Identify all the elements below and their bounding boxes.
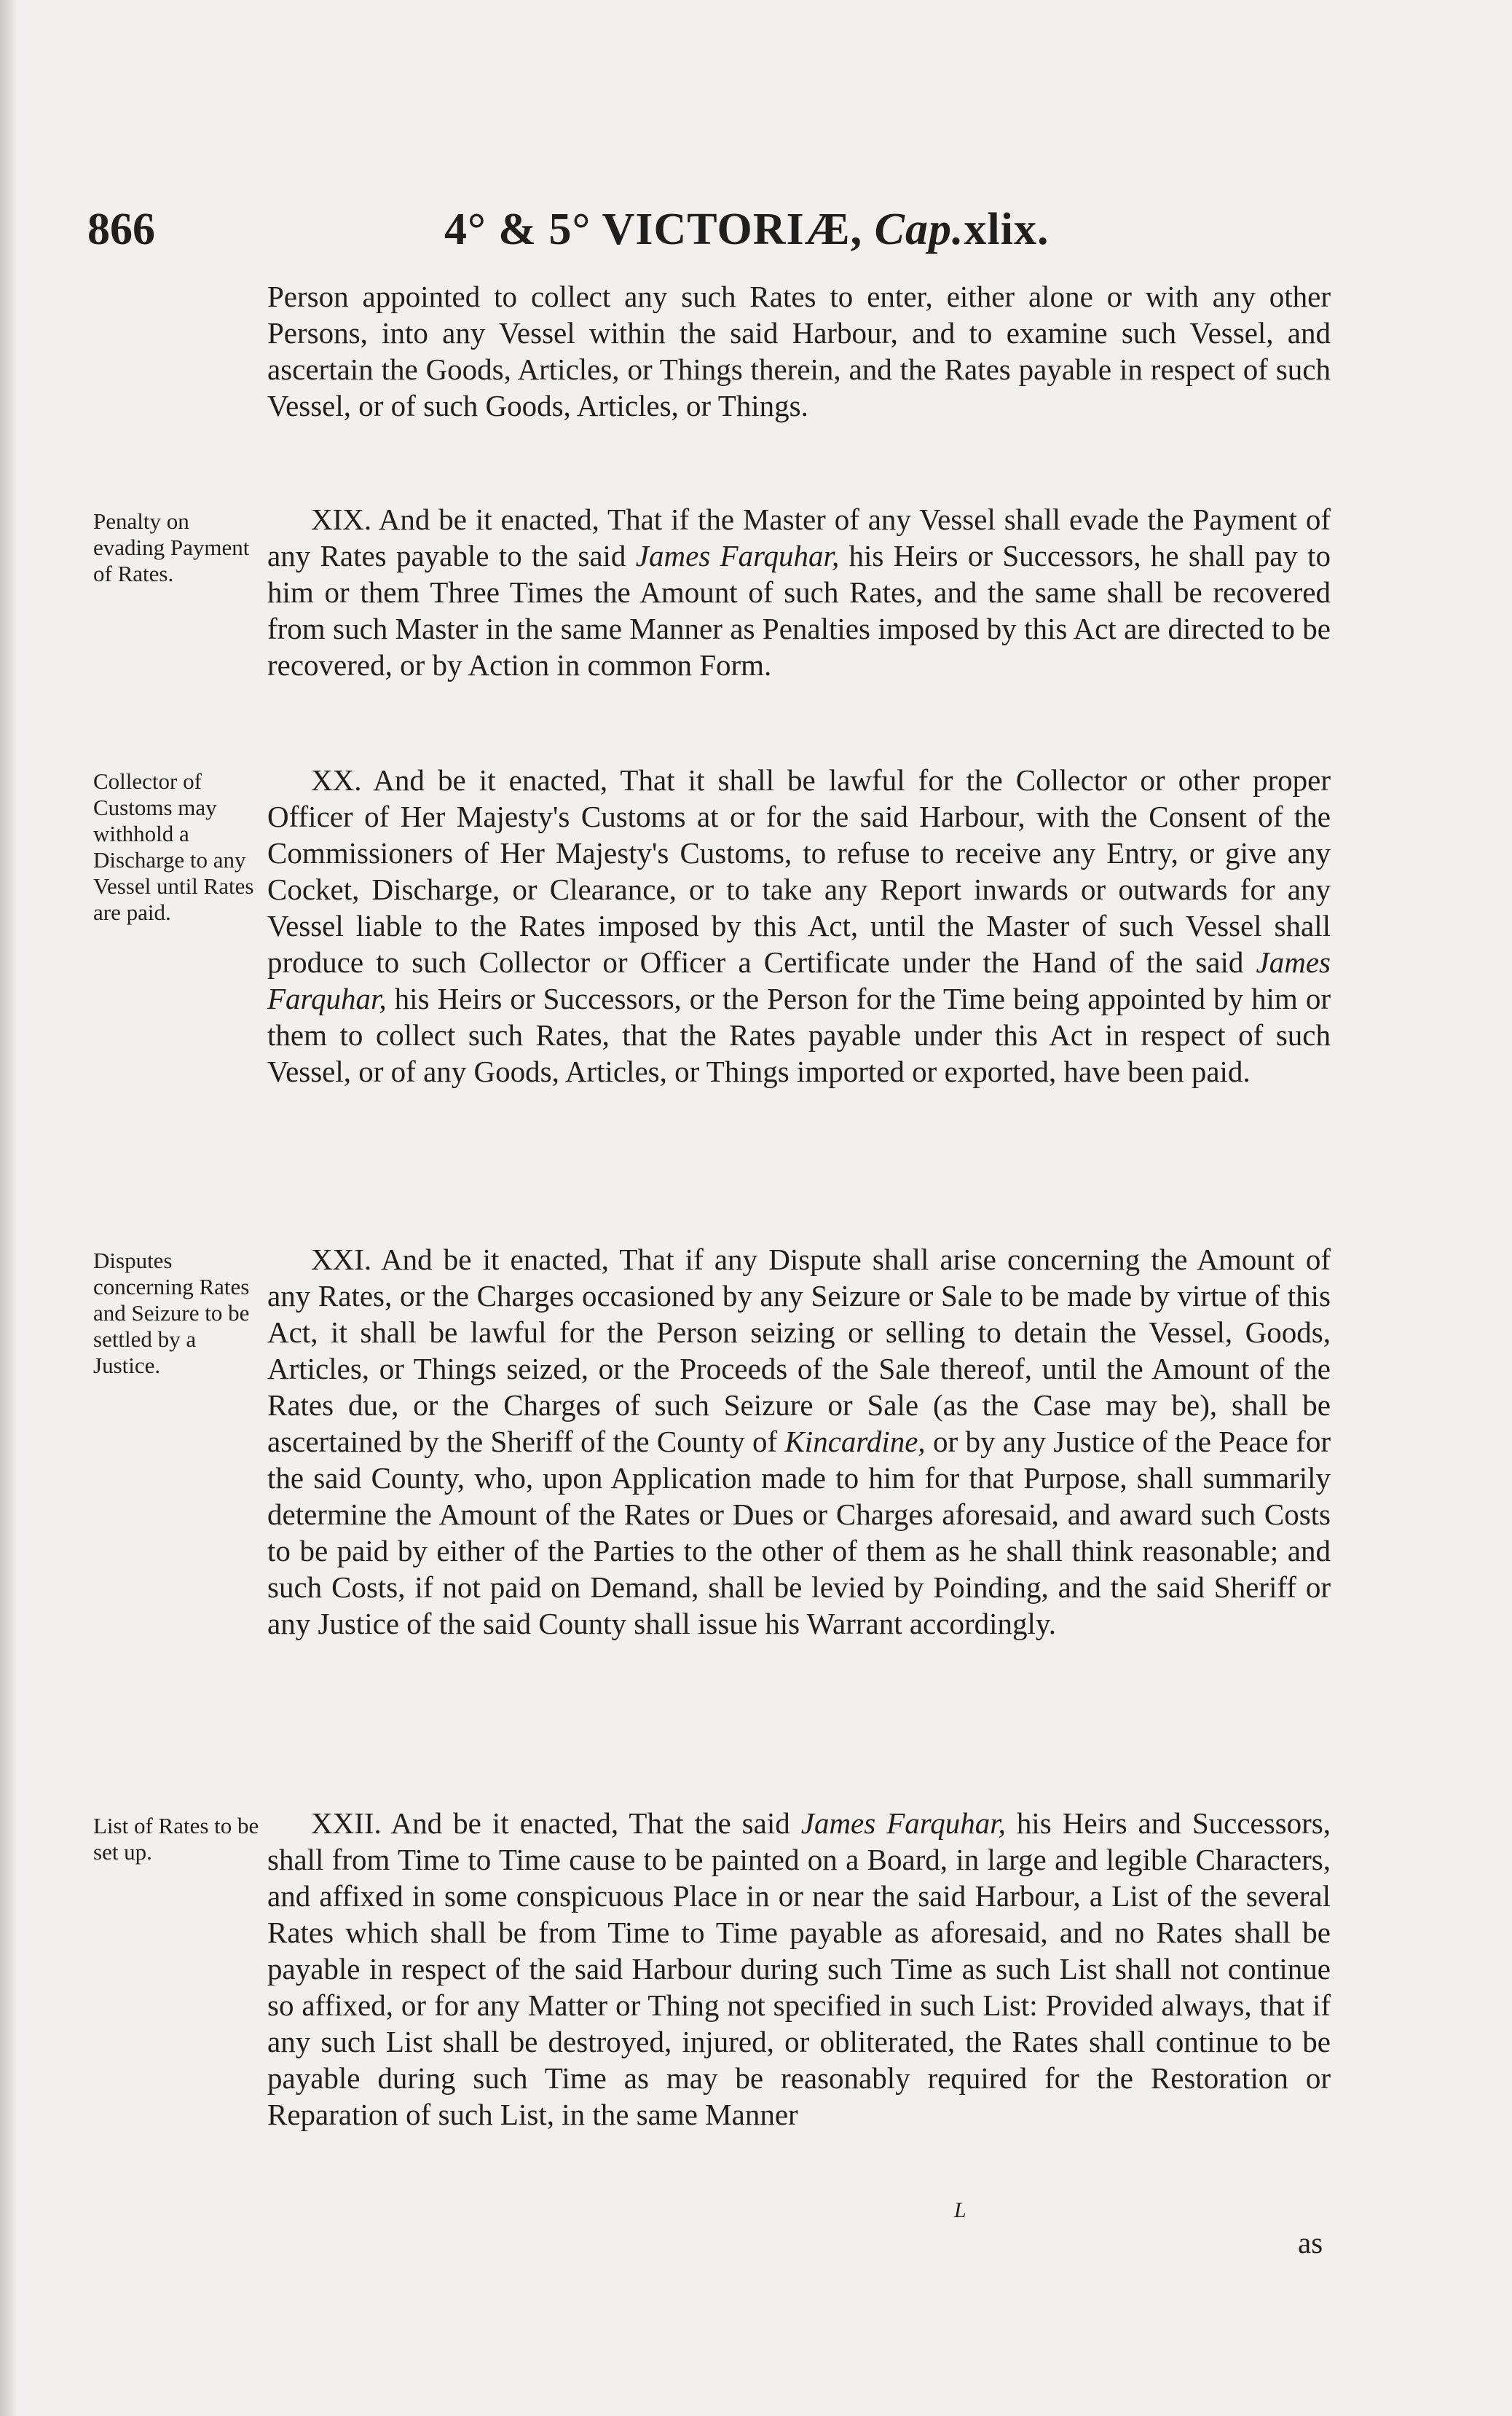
name-italic: James Farquhar,	[800, 1806, 1006, 1840]
margin-note-xx: Collector of Customs may withhold a Discharge to any Vessel until Rates are paid.	[93, 768, 254, 925]
running-title	[444, 204, 1049, 256]
name-italic: James Farquhar,	[267, 945, 1331, 1015]
page-binding-edge	[0, 0, 16, 2416]
margin-note-xxii: List of Rates to be set up.	[93, 1813, 259, 1865]
catchword: as	[1298, 2226, 1323, 2259]
section-number: XXII.	[311, 1806, 382, 1840]
section-xxii: XXII. And be it enacted, That the said James Farquhar, his Heirs and Successors, shall from Time to Time cause to be painted on a Board, in large and legible Characters, and affixed in some conspicuous Place in or near the said Harbour, a List of the several Rates which shall be from Time to Time payable as aforesaid, and no Rates shall be payable in respect of the said Harbour during such Time as such List shall not continue so affixed, or for any Matter or Thing not specified in such List: Provided always, that if any such List shall be destroyed, injured, or obliterated, the Rates shall continue to be payable during such Time as may be reasonably required for the Restoration or Reparation of such List, in the same Manner	[267, 1806, 1331, 2131]
margin-note-xix: Penalty on evading Payment of Rates.	[93, 508, 250, 586]
title-main: 4° & 5° VICTORIÆ,	[444, 205, 863, 254]
continuation-paragraph	[267, 278, 1331, 424]
section-xix: XIX. And be it enacted, That if the Master of any Vessel shall evade the Payment of any Rates payable to the said James Farquhar, his Heirs or Successors, he shall pay to him or them Three Times the Amount of such Rates, and the same shall be recovered from such Master in the same Manner as Penalties imposed by this Act are directed to be recovered, or by Action in common Form.	[267, 503, 1331, 682]
section-number: XXI.	[311, 1243, 372, 1276]
section-xx: XX. And be it enacted, That it shall be lawful for the Collector or other proper Officer of Her Majesty's Customs at or for the said Harbour, with the Consent of the Commissioners of Her Majesty's Customs, to refuse to receive any Entry, or give any Cocket, Discharge, or Clearance, or to take any Report inwards or outwards for any Vessel liable to the Rates imposed by this Act, until the Master of such Vessel shall produce to such Collector or Officer a Certificate under the Hand of the said James Farquhar, his Heirs or Successors, or the Person for the Time being appointed by him or them to collect such Rates, that the Rates payable under this Act in respect of such Vessel, or of any Goods, Articles, or Things imported or exported, have been paid.	[267, 763, 1331, 1088]
section-number: XX.	[311, 763, 362, 797]
section-number: XIX.	[311, 503, 372, 536]
margin-note-xxi: Disputes concerning Rates and Seizure to be settled by a Justice.	[93, 1248, 250, 1378]
title-chapter: xlix.	[964, 205, 1050, 254]
name-italic: James Farquhar,	[635, 539, 840, 572]
continuation-text: Person appointed to collect any such Rates to enter, either alone or with any other Persons, into any Vessel within the said Harbour, and to examine such Vessel, and ascertain the Goods, Articles, or Things therein, and the Rates payable in respect of such Vessel, or of such Goods, Articles, or Things.	[267, 280, 1331, 422]
signature-mark: L	[954, 2198, 966, 2222]
page-number: 866	[87, 205, 155, 254]
place-italic: Kincardine,	[784, 1425, 926, 1458]
section-xxi: XXI. And be it enacted, That if any Dispute shall arise concerning the Amount of any Rates, or the Charges occasioned by any Seizure or Sale to be made by virtue of this Act, it shall be lawful for the Person seizing or selling to detain the Vessel, Goods, Articles, or Things seized, or the Proceeds of the Sale thereof, until the Amount of the Rates due, or the Charges of such Seizure or Sale (as the Case may be), shall be ascertained by the Sheriff of the County of Kincardine, or by any Justice of the Peace for the said County, who, upon Application made to him for that Purpose, shall summarily determine the Amount of the Rates or Dues or Charges aforesaid, and award such Costs to be paid by either of the Parties to the other of them as he shall think reasonable; and such Costs, if not paid on Demand, shall be levied by Poinding, and the said Sheriff or any Justice of the said County shall issue his Warrant accordingly.	[267, 1243, 1331, 1640]
title-cap: Cap.	[874, 205, 964, 254]
page-header	[87, 204, 1224, 277]
